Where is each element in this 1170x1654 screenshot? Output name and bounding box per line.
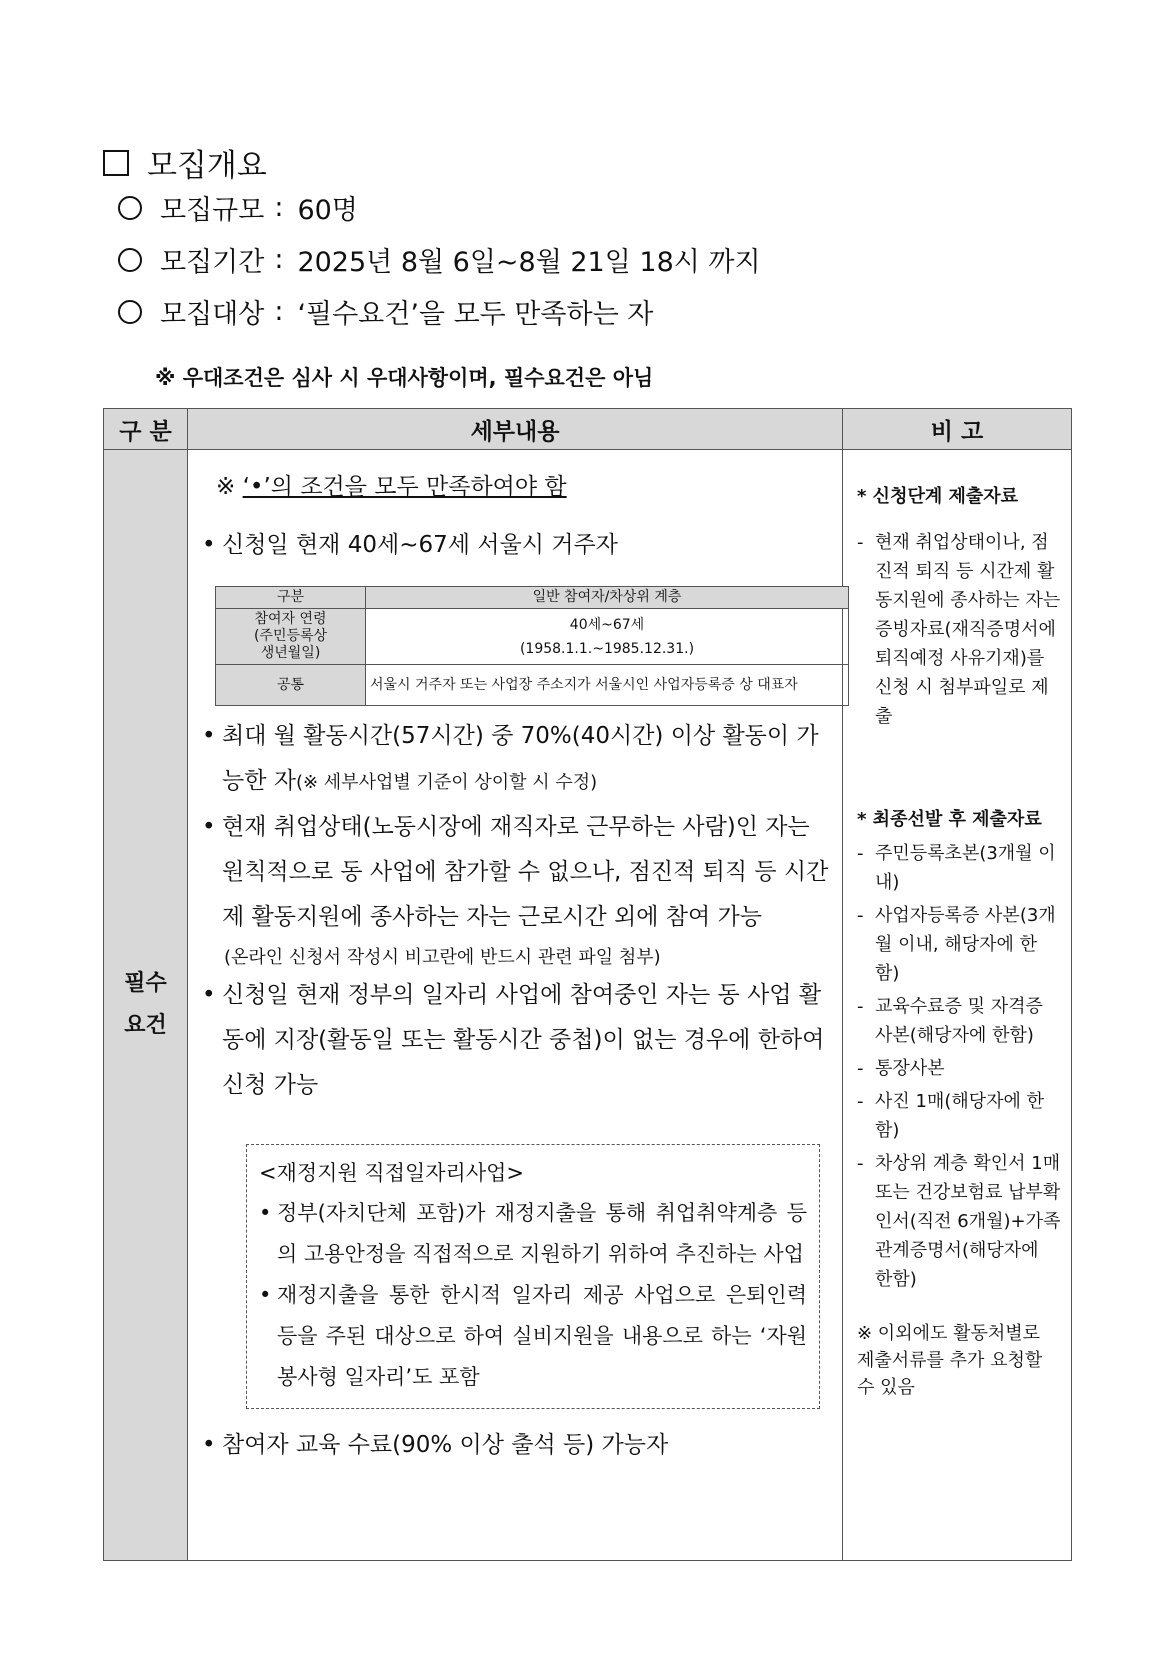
bullet-icon: • bbox=[202, 532, 216, 558]
requirement-text: 현재 취업상태(노동시장에 재직자로 근무하는 사람)인 자는 원칙적으로 동 사업에 참가할 수 없으나, 점진적 퇴직 등 시간제 활동지원에 종사하는 자는 근로시간 외에 참여 가능 bbox=[222, 814, 829, 930]
summary-separator: : bbox=[274, 296, 284, 327]
header-details: 세부내용 bbox=[188, 409, 843, 450]
summary-label: 모집규모 bbox=[160, 195, 265, 226]
remarks-text: 사진 1매(해당자에 한함) bbox=[875, 1091, 1045, 1141]
dash-icon: - bbox=[857, 996, 864, 1017]
bullet-icon: • bbox=[202, 1432, 216, 1458]
bullet-icon: • bbox=[202, 982, 216, 1008]
details-cell bbox=[188, 450, 843, 1561]
inner-header-group: 일반 참여자/차상위 계층 bbox=[366, 587, 849, 609]
remarks-text: 사업자등록증 사본(3개월 이내, 해당자에 한함) bbox=[875, 905, 1056, 984]
summary-separator: : bbox=[274, 244, 284, 275]
inner-header-category: 구분 bbox=[216, 587, 366, 609]
remarks-item bbox=[857, 901, 1061, 988]
bullet-icon: • bbox=[259, 1283, 272, 1307]
age-range: 40세~67세 bbox=[569, 616, 645, 633]
section-title: 모집개요 bbox=[147, 148, 267, 184]
remarks-item bbox=[857, 839, 1061, 897]
definition-box bbox=[246, 1144, 820, 1409]
dash-icon: - bbox=[857, 905, 864, 926]
remarks-heading-final: * 최종선발 후 제출자료 bbox=[857, 809, 1042, 830]
summary-item-target bbox=[118, 292, 653, 331]
summary-separator: : bbox=[274, 192, 284, 223]
requirement-age-residence bbox=[202, 523, 832, 568]
remarks-item bbox=[857, 992, 1061, 1050]
definition-text: 재정지출을 통한 한시적 일자리 제공 사업으로 은퇴인력 등을 주된 대상으로 하여 실비지원을 내용으로 하는 ‘자원봉사형 일자리’도 포함 bbox=[277, 1283, 807, 1389]
remarks-text: 차상위 계층 확인서 1매 또는 건강보험료 납부확인서(직전 6개월)+가족관계증명서(해당자에 한함) bbox=[875, 1153, 1061, 1290]
definition-item bbox=[259, 1193, 807, 1275]
conditions-intro-text: ‘•’의 조건을 모두 만족하여야 함 bbox=[242, 474, 567, 500]
remarks-text: 교육수료증 및 자격증 사본(해당자에 한함) bbox=[875, 996, 1043, 1046]
remarks-text: 통장사본 bbox=[875, 1058, 945, 1079]
category-label-line2: 요건 bbox=[124, 1013, 167, 1038]
requirement-activity-hours bbox=[202, 714, 832, 805]
summary-item-size bbox=[118, 188, 358, 227]
requirement-text: 신청일 현재 40세~67세 서울시 거주자 bbox=[222, 532, 618, 558]
inner-common-label: 공통 bbox=[216, 665, 366, 706]
summary-value: ‘필수요건’을 모두 만족하는 자 bbox=[297, 299, 654, 330]
requirement-note: (※ 세부사업별 기준이 상이할 시 수정) bbox=[295, 772, 598, 793]
requirement-education bbox=[202, 1423, 832, 1468]
birthdate-range: (1958.1.1.~1985.12.31.) bbox=[519, 640, 695, 657]
inner-common-value: 서울시 거주자 또는 사업장 주소지가 서울시인 사업자등록증 상 대표자 bbox=[366, 665, 849, 706]
summary-note: ※ 우대조건은 심사 시 우대사항이며, 필수요건은 아님 bbox=[155, 366, 654, 390]
dash-icon: - bbox=[857, 843, 864, 864]
remarks-footnote: ※ 이외에도 활동처별로 제출서류를 추가 요청할 수 있음 bbox=[857, 1323, 1043, 1398]
definition-text: 정부(자치단체 포함)가 재정지출을 통해 취업취약계층 등의 고용안정을 직접적으로 지원하기 위하여 추진하는 사업 bbox=[277, 1201, 807, 1266]
square-box-icon bbox=[103, 150, 129, 176]
requirement-text: 최대 월 활동시간(57시간) 중 70%(40시간) 이상 활동이 가능한 자 bbox=[222, 723, 819, 794]
remarks-heading-application: * 신청단계 제출자료 bbox=[857, 486, 1019, 507]
requirement-employment-status bbox=[202, 805, 832, 940]
header-remarks: 비 고 bbox=[843, 409, 1072, 450]
circle-icon bbox=[118, 300, 142, 324]
requirement-text: 참여자 교육 수료(90% 이상 출석 등) 가능자 bbox=[222, 1432, 669, 1458]
remarks-item bbox=[857, 1054, 1061, 1083]
requirement-attachment-note: (온라인 신청서 작성시 비고란에 반드시 관련 파일 첨부) bbox=[224, 947, 661, 968]
remarks-item bbox=[857, 1149, 1061, 1294]
summary-value: 60명 bbox=[297, 195, 358, 226]
bullet-icon: • bbox=[202, 723, 216, 749]
remarks-item bbox=[857, 528, 1061, 731]
conditions-intro bbox=[216, 468, 832, 501]
remarks-cell bbox=[843, 450, 1072, 1561]
dash-icon: - bbox=[857, 1091, 864, 1112]
remarks-text: 현재 취업상태이나, 점진적 퇴직 등 시간제 활동지원에 종사하는 자는 증빙자료(재직증명서에 퇴직예정 사유기재)를 신청 시 첨부파일로 제출 bbox=[875, 532, 1061, 727]
category-label-line1: 필수 bbox=[124, 971, 167, 996]
requirement-text: 신청일 현재 정부의 일자리 사업에 참여중인 자는 동 사업 활동에 지장(활동일 또는 활동시간 중첩)이 없는 경우에 한하여 신청 가능 bbox=[222, 982, 825, 1098]
category-cell bbox=[104, 450, 188, 1561]
summary-value: 2025년 8월 6일~8월 21일 18시 까지 bbox=[297, 247, 761, 278]
circle-icon bbox=[118, 248, 142, 272]
bullet-icon: • bbox=[202, 814, 216, 840]
inner-age-label: 참여자 연령 (주민등록상 생년월일) bbox=[216, 609, 366, 665]
summary-item-period bbox=[118, 240, 761, 279]
bullet-icon: • bbox=[259, 1201, 272, 1225]
remarks-item bbox=[857, 1087, 1061, 1145]
header-category: 구 분 bbox=[104, 409, 188, 450]
requirements-table bbox=[103, 408, 1072, 1561]
remarks-text: 주민등록초본(3개월 이내) bbox=[875, 843, 1056, 893]
circle-icon bbox=[118, 196, 142, 220]
definition-box-title: <재정지원 직접일자리사업> bbox=[259, 1161, 525, 1185]
summary-label: 모집대상 bbox=[160, 299, 265, 330]
summary-label: 모집기간 bbox=[160, 247, 265, 278]
dash-icon: - bbox=[857, 1058, 864, 1079]
definition-item bbox=[259, 1275, 807, 1398]
dash-icon: - bbox=[857, 1153, 864, 1174]
requirement-gov-job-program bbox=[202, 973, 832, 1108]
reference-mark: ※ bbox=[216, 474, 243, 500]
inner-age-value bbox=[366, 609, 849, 665]
dash-icon: - bbox=[857, 532, 864, 553]
section-heading bbox=[103, 140, 267, 185]
age-criteria-table bbox=[215, 586, 849, 706]
